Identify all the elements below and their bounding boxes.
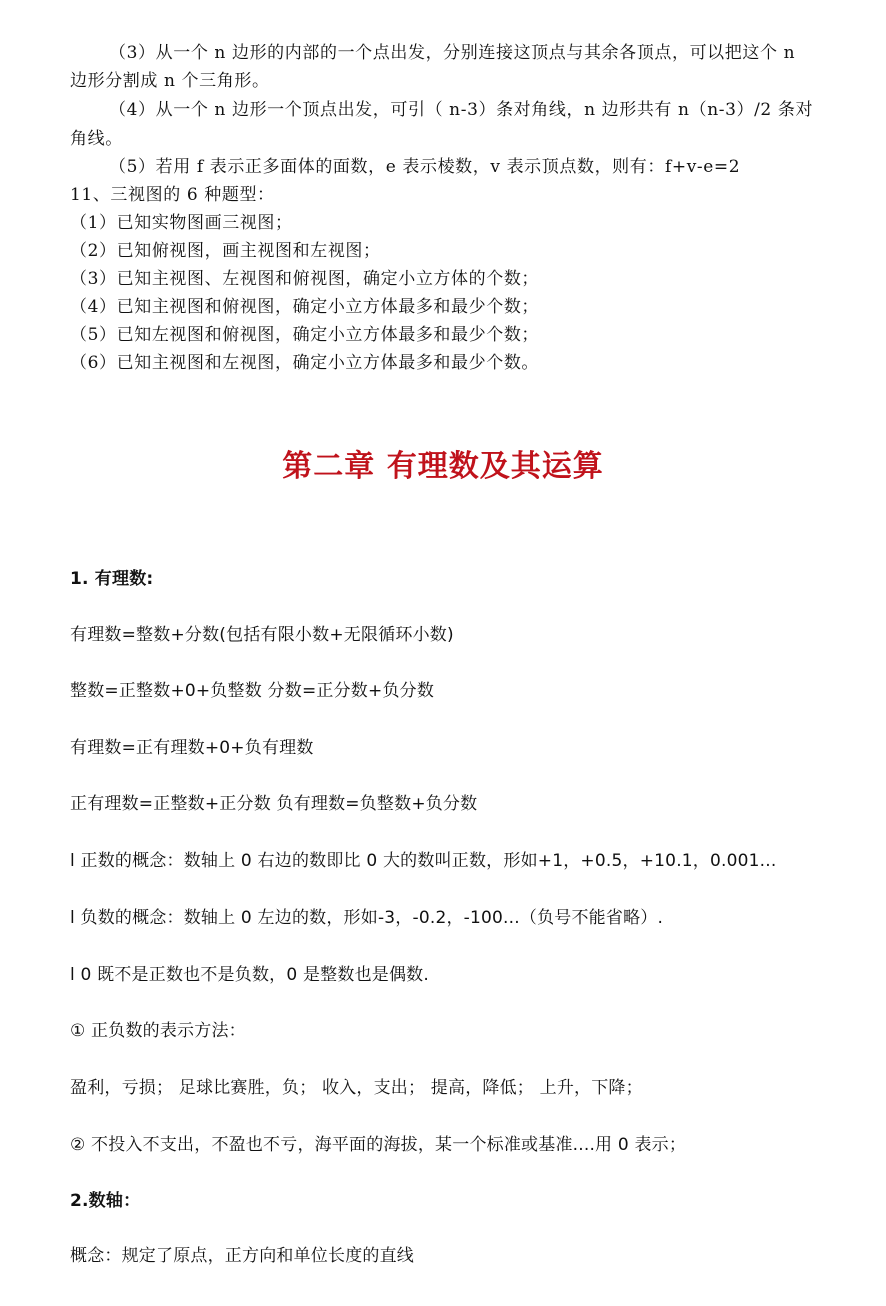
list-item: （2）已知俯视图，画主视图和左视图；: [70, 241, 381, 261]
numbered-item: ② 不投入不支出，不盈也不亏，海平面的海拔，某一个标准或基准....用 0 表示；: [70, 1135, 687, 1155]
text-line: 整数=正整数+0+负整数 分数=正分数+负分数: [70, 681, 435, 701]
section-heading: 2.数轴：: [70, 1191, 141, 1211]
chapter-title: 第二章 有理数及其运算: [282, 449, 604, 484]
list-item: （6）已知主视图和左视图，确定小立方体最多和最少个数。: [70, 353, 540, 373]
text-line: 有理数=整数+分数(包括有限小数+无限循环小数): [70, 625, 454, 645]
text-line: （4）从一个 n 边形一个顶点出发，可引（ n-3）条对角线，n 边形共有 n（n-3）/2 条对: [109, 100, 814, 120]
text-line: 概念：规定了原点，正方向和单位长度的直线: [70, 1246, 414, 1266]
list-item: （1）已知实物图画三视图；: [70, 213, 293, 233]
text-line: （5）若用 f 表示正多面体的面数，e 表示棱数，v 表示顶点数，则有：f+v-e=2: [109, 157, 741, 177]
bullet-item: l 0 既不是正数也不是负数，0 是整数也是偶数.: [70, 965, 429, 985]
list-item: （3）已知主视图、左视图和俯视图，确定小立方体的个数；: [70, 269, 540, 289]
text-line: 盈利，亏损； 足球比赛胜，负； 收入，支出； 提高，降低； 上升，下降；: [70, 1078, 643, 1098]
section-heading: 1. 有理数:: [70, 569, 154, 589]
bullet-item: l 负数的概念：数轴上 0 左边的数，形如-3，-0.2，-100...（负号不能省略）.: [70, 908, 664, 928]
text-line: （3）从一个 n 边形的内部的一个点出发，分别连接这顶点与其余各顶点，可以把这个 n: [109, 43, 796, 63]
text-line: 有理数=正有理数+0+负有理数: [70, 738, 314, 758]
numbered-item: ① 正负数的表示方法：: [70, 1021, 246, 1041]
bullet-item: l 正数的概念：数轴上 0 右边的数即比 0 大的数叫正数，形如+1，+0.5，+10.1，0.001...: [70, 851, 777, 871]
list-item: （4）已知主视图和俯视图，确定小立方体最多和最少个数；: [70, 297, 540, 317]
list-item: （5）已知左视图和俯视图，确定小立方体最多和最少个数；: [70, 325, 540, 345]
text-line: 边形分割成 n 个三角形。: [70, 71, 270, 91]
text-line: 正有理数=正整数+正分数 负有理数=负整数+负分数: [70, 794, 478, 814]
text-line: 角线。: [70, 129, 123, 149]
list-heading: 11、三视图的 6 种题型：: [70, 185, 275, 205]
